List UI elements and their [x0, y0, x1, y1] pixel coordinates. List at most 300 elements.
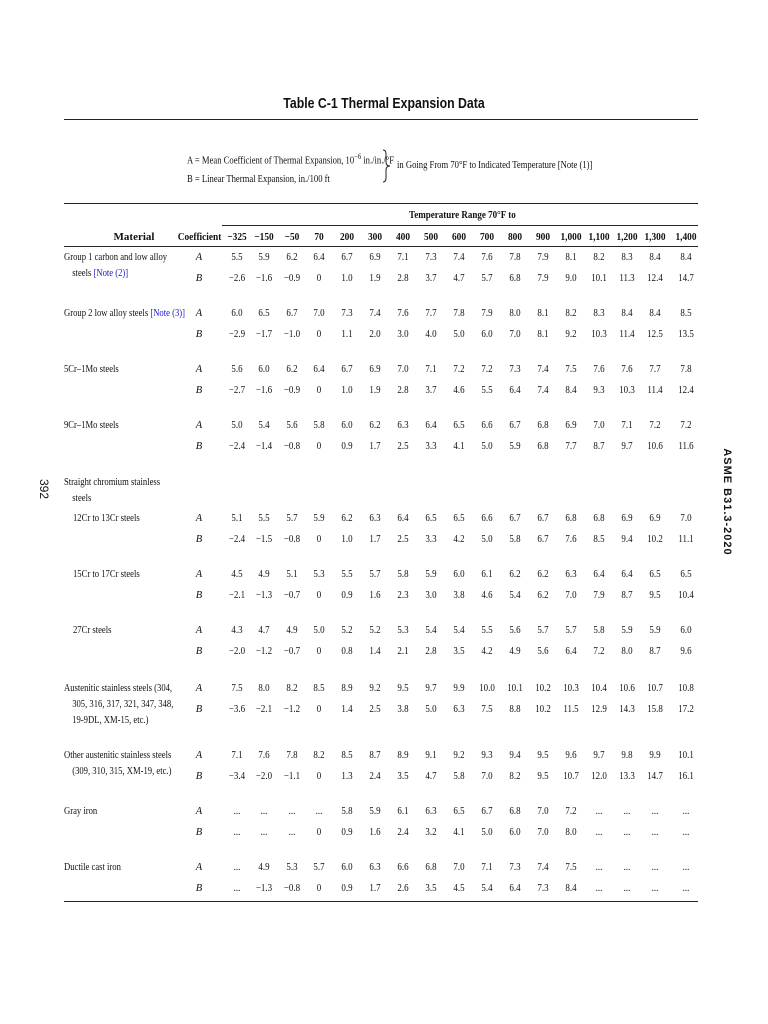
table-cell: −1.1: [283, 771, 301, 782]
table-cell: 6.1: [397, 806, 409, 817]
table-bottom-rule: [64, 901, 698, 902]
table-cell: 8.2: [313, 750, 325, 761]
table-cell: −1.5: [255, 534, 273, 545]
table-cell: 0: [316, 534, 322, 545]
table-cell: 10.4: [678, 590, 694, 601]
material-name: [64, 418, 119, 434]
table-cell: 7.5: [231, 683, 243, 694]
table-cell: 7.8: [509, 252, 521, 263]
table-cell: 10.3: [619, 385, 635, 396]
table-cell: 5.6: [537, 646, 549, 657]
table-cell: 7.1: [231, 750, 243, 761]
table-cell: 9.2: [369, 683, 381, 694]
page-number: 392: [37, 478, 52, 500]
table-cell: 2.4: [397, 827, 409, 838]
table-cell: 8.2: [509, 771, 521, 782]
note-link[interactable]: [Note (2)]: [93, 268, 129, 279]
table-cell: 9.2: [565, 329, 577, 340]
table-cell: 7.8: [680, 364, 692, 375]
table-cell: 3.3: [425, 441, 437, 452]
table-cell: 4.7: [425, 771, 437, 782]
table-cell: ...: [288, 827, 296, 838]
table-cell: 11.5: [563, 704, 579, 715]
table-cell: 2.0: [369, 329, 381, 340]
table-cell: 6.3: [565, 569, 577, 580]
table-cell: 10.7: [563, 771, 579, 782]
coefficient-label: B: [195, 273, 203, 284]
table-cell: −3.6: [228, 704, 246, 715]
table-cell: 8.4: [649, 308, 661, 319]
table-cell: 5.1: [286, 569, 298, 580]
table-cell: 0.9: [341, 827, 353, 838]
table-cell: 12.4: [647, 273, 663, 284]
material-name: [64, 475, 160, 507]
coefficient-label: A: [195, 513, 203, 524]
table-cell: 7.1: [621, 420, 633, 431]
table-cell: 2.5: [369, 704, 381, 715]
table-cell: 10.3: [591, 329, 607, 340]
table-cell: 8.1: [565, 252, 577, 263]
table-cell: 7.0: [397, 364, 409, 375]
table-cell: 11.4: [647, 385, 663, 396]
table-cell: 0.8: [341, 646, 353, 657]
table-cell: 9.8: [621, 750, 633, 761]
table-cell: 2.8: [397, 273, 409, 284]
table-top-rule: [64, 203, 698, 204]
table-cell: 8.2: [593, 252, 605, 263]
table-cell: 7.7: [425, 308, 437, 319]
table-cell: 5.7: [565, 625, 577, 636]
temperature-header: 300: [367, 231, 383, 243]
table-cell: 5.8: [509, 534, 521, 545]
coefficient-label: A: [195, 806, 203, 817]
table-cell: 0.9: [341, 883, 353, 894]
table-cell: 3.0: [397, 329, 409, 340]
table-cell: 10.6: [647, 441, 663, 452]
table-cell: −0.9: [283, 273, 301, 284]
table-cell: 6.7: [341, 364, 353, 375]
table-cell: −2.4: [228, 441, 246, 452]
table-cell: 7.6: [593, 364, 605, 375]
table-cell: 5.9: [425, 569, 437, 580]
material-name-line: steels [Note (2)]: [72, 268, 129, 279]
table-cell: 2.1: [397, 646, 409, 657]
table-cell: 5.0: [313, 625, 325, 636]
table-cell: 3.5: [425, 883, 437, 894]
table-cell: 1.4: [341, 704, 353, 715]
table-cell: 1.6: [369, 590, 381, 601]
table-cell: ...: [233, 827, 241, 838]
table-cell: 7.6: [397, 308, 409, 319]
table-cell: 9.6: [565, 750, 577, 761]
material-name: [73, 511, 140, 527]
coefficient-label: B: [195, 441, 203, 452]
table-cell: 1.6: [369, 827, 381, 838]
table-cell: 8.7: [369, 750, 381, 761]
table-cell: 2.8: [397, 385, 409, 396]
table-cell: 0: [316, 771, 322, 782]
table-cell: 7.0: [593, 420, 605, 431]
table-cell: 7.4: [369, 308, 381, 319]
table-cell: 6.2: [369, 420, 381, 431]
table-cell: 9.1: [425, 750, 437, 761]
table-cell: 6.3: [369, 513, 381, 524]
table-cell: 0: [316, 646, 322, 657]
coefficient-label: B: [195, 883, 203, 894]
table-cell: 4.6: [481, 590, 493, 601]
material-name: [64, 681, 173, 729]
table-cell: 5.9: [649, 625, 661, 636]
table-cell: 1.0: [341, 534, 353, 545]
table-cell: ...: [595, 806, 603, 817]
temperature-header: 1,100: [588, 231, 610, 243]
table-cell: 2.6: [397, 883, 409, 894]
table-cell: 7.8: [453, 308, 465, 319]
table-cell: 7.3: [509, 364, 521, 375]
coefficient-label: A: [195, 364, 203, 375]
table-cell: 4.1: [453, 441, 465, 452]
legend-a-exponent: −6: [354, 152, 362, 161]
temperature-header: 500: [423, 231, 439, 243]
table-cell: 7.6: [621, 364, 633, 375]
table-cell: 5.8: [397, 569, 409, 580]
table-cell: 8.4: [649, 252, 661, 263]
temperature-header: 1,300: [644, 231, 666, 243]
table-cell: 8.7: [649, 646, 661, 657]
table-cell: 9.0: [565, 273, 577, 284]
table-cell: 5.2: [369, 625, 381, 636]
table-cell: 9.3: [481, 750, 493, 761]
table-cell: 4.7: [258, 625, 270, 636]
table-cell: 4.1: [453, 827, 465, 838]
table-cell: 4.9: [286, 625, 298, 636]
table-cell: 6.4: [313, 252, 325, 263]
table-cell: 9.5: [397, 683, 409, 694]
table-cell: 8.3: [593, 308, 605, 319]
table-cell: 10.6: [619, 683, 635, 694]
temperature-header: 400: [395, 231, 411, 243]
column-header-material: Material: [113, 231, 155, 243]
coefficient-label: B: [195, 771, 203, 782]
table-cell: 12.0: [591, 771, 607, 782]
table-cell: 5.4: [481, 883, 493, 894]
table-cell: 6.2: [537, 590, 549, 601]
table-cell: 8.9: [397, 750, 409, 761]
table-cell: 16.1: [678, 771, 694, 782]
table-cell: 6.2: [341, 513, 353, 524]
table-cell: 7.6: [481, 252, 493, 263]
table-cell: ...: [233, 862, 241, 873]
table-cell: −1.3: [255, 590, 273, 601]
table-cell: 6.9: [621, 513, 633, 524]
table-cell: 7.2: [453, 364, 465, 375]
material-name-line: Straight chromium stainless: [64, 477, 161, 488]
table-cell: 6.5: [649, 569, 661, 580]
table-cell: 5.5: [341, 569, 353, 580]
table-cell: −2.6: [228, 273, 246, 284]
table-cell: 5.9: [313, 513, 325, 524]
table-cell: −1.4: [255, 441, 273, 452]
coefficient-label: A: [195, 750, 203, 761]
table-cell: 5.6: [231, 364, 243, 375]
material-name-line: Other austenitic stainless steels: [64, 750, 172, 761]
table-cell: 0: [316, 329, 322, 340]
table-cell: 8.7: [621, 590, 633, 601]
table-cell: 6.4: [313, 364, 325, 375]
temperature-header: 1,200: [616, 231, 638, 243]
table-cell: 7.5: [481, 704, 493, 715]
temperature-header: −325: [227, 231, 247, 243]
table-cell: 6.3: [397, 420, 409, 431]
table-cell: 7.9: [593, 590, 605, 601]
table-cell: 7.5: [565, 862, 577, 873]
table-cell: 6.0: [341, 862, 353, 873]
table-cell: 6.7: [286, 308, 298, 319]
table-cell: 7.3: [341, 308, 353, 319]
table-cell: 4.9: [258, 569, 270, 580]
table-cell: 6.0: [258, 364, 270, 375]
table-cell: 5.6: [286, 420, 298, 431]
table-cell: 7.4: [453, 252, 465, 263]
temperature-header: 70: [314, 231, 324, 243]
table-cell: 6.6: [481, 513, 493, 524]
table-cell: −2.1: [228, 590, 246, 601]
material-name-line: Group 2 low alloy steels [Note (3)]: [64, 308, 186, 319]
table-cell: 8.2: [565, 308, 577, 319]
table-cell: 6.8: [537, 420, 549, 431]
material-name-line: 9Cr–1Mo steels: [64, 420, 119, 431]
table-cell: −0.8: [283, 534, 301, 545]
table-cell: 7.3: [537, 883, 549, 894]
table-cell: 1.7: [369, 883, 381, 894]
table-cell: 12.5: [647, 329, 663, 340]
table-cell: −2.7: [228, 385, 246, 396]
table-cell: ...: [260, 827, 268, 838]
coefficient-label: B: [195, 534, 203, 545]
table-cell: 7.4: [537, 385, 549, 396]
table-cell: 7.1: [481, 862, 493, 873]
table-cell: 9.5: [649, 590, 661, 601]
table-cell: 10.2: [535, 683, 551, 694]
table-cell: 5.9: [369, 806, 381, 817]
table-cell: 10.0: [479, 683, 495, 694]
table-cell: 5.0: [481, 534, 493, 545]
table-cell: 0: [316, 590, 322, 601]
table-cell: 4.7: [453, 273, 465, 284]
table-cell: −3.4: [228, 771, 246, 782]
table-cell: 8.0: [258, 683, 270, 694]
table-cell: −0.7: [283, 590, 301, 601]
table-cell: 5.5: [481, 385, 493, 396]
table-cell: 8.9: [341, 683, 353, 694]
table-cell: 2.4: [369, 771, 381, 782]
table-cell: ...: [682, 862, 690, 873]
table-cell: 6.4: [621, 569, 633, 580]
table-cell: 5.3: [313, 569, 325, 580]
table-cell: 5.6: [509, 625, 521, 636]
table-cell: 6.8: [425, 862, 437, 873]
coefficient-label: B: [195, 590, 203, 601]
table-cell: 8.3: [621, 252, 633, 263]
table-cell: −2.1: [255, 704, 273, 715]
table-cell: ...: [595, 862, 603, 873]
table-cell: 9.5: [537, 750, 549, 761]
table-cell: 3.7: [425, 273, 437, 284]
table-cell: 3.8: [397, 704, 409, 715]
table-cell: 6.9: [565, 420, 577, 431]
table-cell: 12.9: [591, 704, 607, 715]
table-cell: 6.8: [537, 441, 549, 452]
table-cell: 8.1: [537, 308, 549, 319]
table-cell: −2.9: [228, 329, 246, 340]
table-cell: 7.9: [481, 308, 493, 319]
table-cell: 4.6: [453, 385, 465, 396]
table-cell: 7.3: [509, 862, 521, 873]
table-cell: −1.0: [283, 329, 301, 340]
table-cell: ...: [315, 806, 323, 817]
material-name-line: Austenitic stainless steels (304,: [64, 683, 173, 694]
table-cell: 7.5: [565, 364, 577, 375]
table-cell: 6.6: [481, 420, 493, 431]
table-cell: 9.2: [453, 750, 465, 761]
table-cell: 9.6: [680, 646, 692, 657]
table-cell: 0.9: [341, 590, 353, 601]
table-cell: 0: [316, 704, 322, 715]
table-cell: 7.3: [425, 252, 437, 263]
material-name-line: 27Cr steels: [73, 625, 112, 636]
table-cell: 10.4: [591, 683, 607, 694]
coefficient-label: B: [195, 704, 203, 715]
material-name-line: Gray iron: [64, 806, 98, 817]
table-cell: 8.5: [593, 534, 605, 545]
table-cell: −0.9: [283, 385, 301, 396]
table-cell: 4.3: [231, 625, 243, 636]
table-cell: 7.6: [258, 750, 270, 761]
table-cell: 4.2: [453, 534, 465, 545]
table-cell: 8.5: [313, 683, 325, 694]
table-cell: −1.2: [255, 646, 273, 657]
table-cell: ...: [288, 806, 296, 817]
note-link[interactable]: [Note (3)]: [150, 308, 186, 319]
table-cell: 6.7: [509, 513, 521, 524]
table-cell: 7.0: [680, 513, 692, 524]
legend-line-a: [187, 148, 394, 171]
table-cell: 5.1: [231, 513, 243, 524]
table-cell: 7.2: [680, 420, 692, 431]
table-cell: ...: [623, 862, 631, 873]
table-cell: 1.4: [369, 646, 381, 657]
table-cell: 8.5: [341, 750, 353, 761]
table-cell: 7.0: [537, 806, 549, 817]
table-cell: 6.1: [481, 569, 493, 580]
table-cell: 1.9: [369, 385, 381, 396]
coefficient-label: A: [195, 862, 203, 873]
material-name-line: 15Cr to 17Cr steels: [73, 569, 140, 580]
table-cell: 5.9: [621, 625, 633, 636]
table-cell: ...: [682, 806, 690, 817]
coefficient-label: A: [195, 625, 203, 636]
table-cell: 7.2: [649, 420, 661, 431]
table-cell: 5.0: [425, 704, 437, 715]
table-cell: 5.9: [509, 441, 521, 452]
coefficient-label: A: [195, 683, 203, 694]
table-cell: 5.5: [481, 625, 493, 636]
table-cell: 8.7: [593, 441, 605, 452]
legend-brace-icon: [381, 149, 391, 183]
temperature-header: 900: [535, 231, 551, 243]
coefficient-label: A: [195, 569, 203, 580]
table-cell: 6.9: [369, 252, 381, 263]
material-name: [64, 860, 121, 876]
material-name: [64, 748, 171, 780]
table-cell: ...: [233, 883, 241, 894]
material-name: [64, 250, 167, 282]
table-cell: 5.7: [286, 513, 298, 524]
table-cell: 8.5: [680, 308, 692, 319]
table-cell: 4.9: [258, 862, 270, 873]
table-cell: 7.0: [509, 329, 521, 340]
table-cell: 6.8: [565, 513, 577, 524]
table-cell: 10.7: [647, 683, 663, 694]
table-cell: 3.8: [453, 590, 465, 601]
table-cell: 6.8: [509, 273, 521, 284]
table-cell: 0: [316, 273, 322, 284]
table-cell: 1.9: [369, 273, 381, 284]
table-cell: 8.4: [680, 252, 692, 263]
table-cell: 0: [316, 883, 322, 894]
coefficient-label: A: [195, 252, 203, 263]
side-running-header-text: ASME B31.3-2020: [721, 448, 733, 556]
table-cell: 6.9: [649, 513, 661, 524]
table-cell: 5.3: [286, 862, 298, 873]
table-cell: ...: [651, 806, 659, 817]
temperature-header: −50: [284, 231, 300, 243]
table-cell: 6.5: [425, 513, 437, 524]
table-cell: 8.4: [621, 308, 633, 319]
temperature-header: 800: [507, 231, 523, 243]
table-cell: 7.4: [537, 862, 549, 873]
table-cell: −1.3: [255, 883, 273, 894]
table-cell: 7.2: [565, 806, 577, 817]
table-cell: 5.8: [593, 625, 605, 636]
table-cell: −0.8: [283, 883, 301, 894]
table-cell: ...: [595, 827, 603, 838]
table-cell: ...: [623, 827, 631, 838]
table-cell: 6.2: [509, 569, 521, 580]
table-cell: 10.3: [563, 683, 579, 694]
temperature-header: 1,400: [675, 231, 697, 243]
table-cell: 0: [316, 385, 322, 396]
table-cell: 14.3: [619, 704, 635, 715]
table-cell: 17.2: [678, 704, 694, 715]
table-cell: 1.0: [341, 273, 353, 284]
table-cell: 1.3: [341, 771, 353, 782]
table-cell: 5.0: [481, 827, 493, 838]
table-cell: 6.0: [341, 420, 353, 431]
table-cell: 6.0: [231, 308, 243, 319]
table-cell: 2.5: [397, 534, 409, 545]
table-cell: 11.1: [678, 534, 694, 545]
table-cell: 3.0: [425, 590, 437, 601]
table-cell: 3.5: [397, 771, 409, 782]
table-cell: 6.2: [286, 364, 298, 375]
temperature-header: −150: [254, 231, 274, 243]
table-cell: 9.5: [537, 771, 549, 782]
table-cell: 5.4: [453, 625, 465, 636]
material-name: [73, 567, 140, 583]
table-cell: 3.2: [425, 827, 437, 838]
table-cell: 6.4: [509, 883, 521, 894]
